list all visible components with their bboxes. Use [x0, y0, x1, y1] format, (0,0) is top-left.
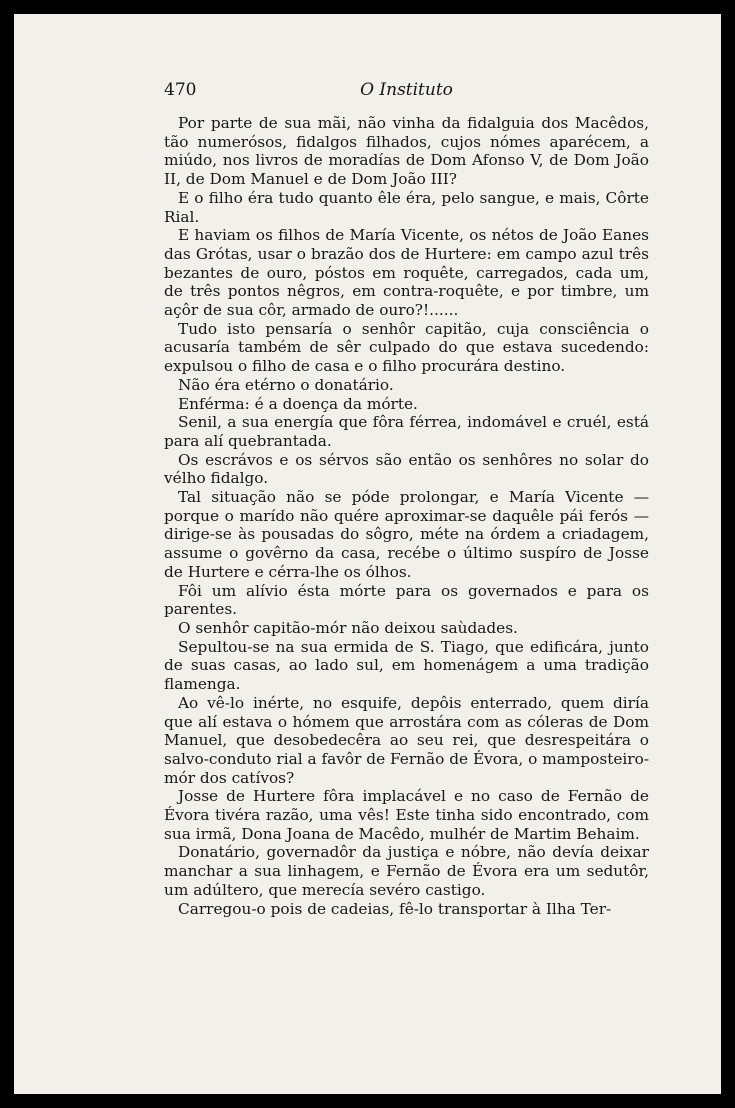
- paragraph: Não éra etérno o donatário.: [178, 375, 394, 394]
- paragraph: Senil, a sua energía que fôra férrea, indomável e cruél, está para alí quebrantada.: [164, 413, 649, 450]
- paragraph: Enférma: é a doença da mórte.: [178, 394, 418, 413]
- paragraph: Por parte de sua mãi, não vinha da fidalguia dos Macêdos, tão numerósos, fidalgos filhados, cujos nómes aparécem, a miúdo, nos livros de moradías de Dom Afonso V, de Dom João II, de Dom Manuel e de Dom João III?: [164, 114, 649, 189]
- page-number: 470: [164, 80, 197, 100]
- paragraph: Fôi um alívio ésta mórte para os governados e para os parentes.: [164, 581, 649, 619]
- paragraph: Josse de Hurtere fôra implacável e no caso de Fernão de Évora tivéra razão, uma vês! Este tinha sido encontrado, com sua irmã, Dona Joana de Macêdo, mulhér de Martim Behaim.: [164, 787, 649, 843]
- paragraph: Os escrávos e os sérvos são então os senhôres no solar do vélho fidalgo.: [164, 450, 649, 488]
- paragraph: Carregou-o pois de cadeias, fê-lo transportar à Ilha Ter-: [178, 899, 612, 918]
- scanned-page: [14, 14, 721, 1094]
- running-title: O Instituto: [360, 80, 453, 100]
- paragraph: Sepultou-se na sua ermida de S. Tiago, que edificára, junto de suas casas, ao lado sul, em homenágem a uma tradição flamenga.: [164, 637, 649, 694]
- paragraph: E haviam os filhos de María Vicente, os nétos de João Eanes das Grótas, usar o brazão dos de Hurtere: em campo azul três bezantes de ouro, póstos em roquête, carregados, cada um, de três pontos nêgros, em contra-roquête, e por timbre, um açôr de sua côr, armado de ouro?!......: [164, 226, 649, 320]
- paragraph: Tal situação não se póde prolongar, e María Vicente — porque o marído não quére aproximar-se daquêle pái ferós — dirige-se às pousadas do sôgro, méte na órdem a criadagem, assume o govêrno da casa, recébe o último suspíro de Josse de Hurtere e cérra-lhe os ólhos.: [164, 488, 649, 581]
- paragraph: O senhôr capitão-mór não deixou saùdades.: [178, 618, 518, 637]
- paragraph: Ao vê-lo inérte, no esquife, depôis enterrado, quem diría que alí estava o hómem que arrostára com as cóleras de Dom Manuel, que desobedecêra ao seu rei, que desrespeitára o salvo-conduto rial a favôr de Fernão de Évora, o mamposteiro-mór dos catívos?: [164, 693, 649, 787]
- page-header: [164, 80, 649, 104]
- body-text: [164, 114, 649, 918]
- paragraph: Donatário, governadôr da justiça e nóbre, não devía deixar manchar a sua linhagem, e Fernão de Évora era um sedutôr, um adúltero, que merecía sevéro castigo.: [164, 843, 649, 899]
- paragraph: Tudo isto pensaría o senhôr capitão, cuja consciência o acusaría também de sêr culpado do que estava sucedendo: expulsou o filho de casa e o filho procurára destino.: [164, 319, 649, 376]
- paragraph: E o filho éra tudo quanto êle éra, pelo sangue, e mais, Côrte Rial.: [164, 188, 649, 226]
